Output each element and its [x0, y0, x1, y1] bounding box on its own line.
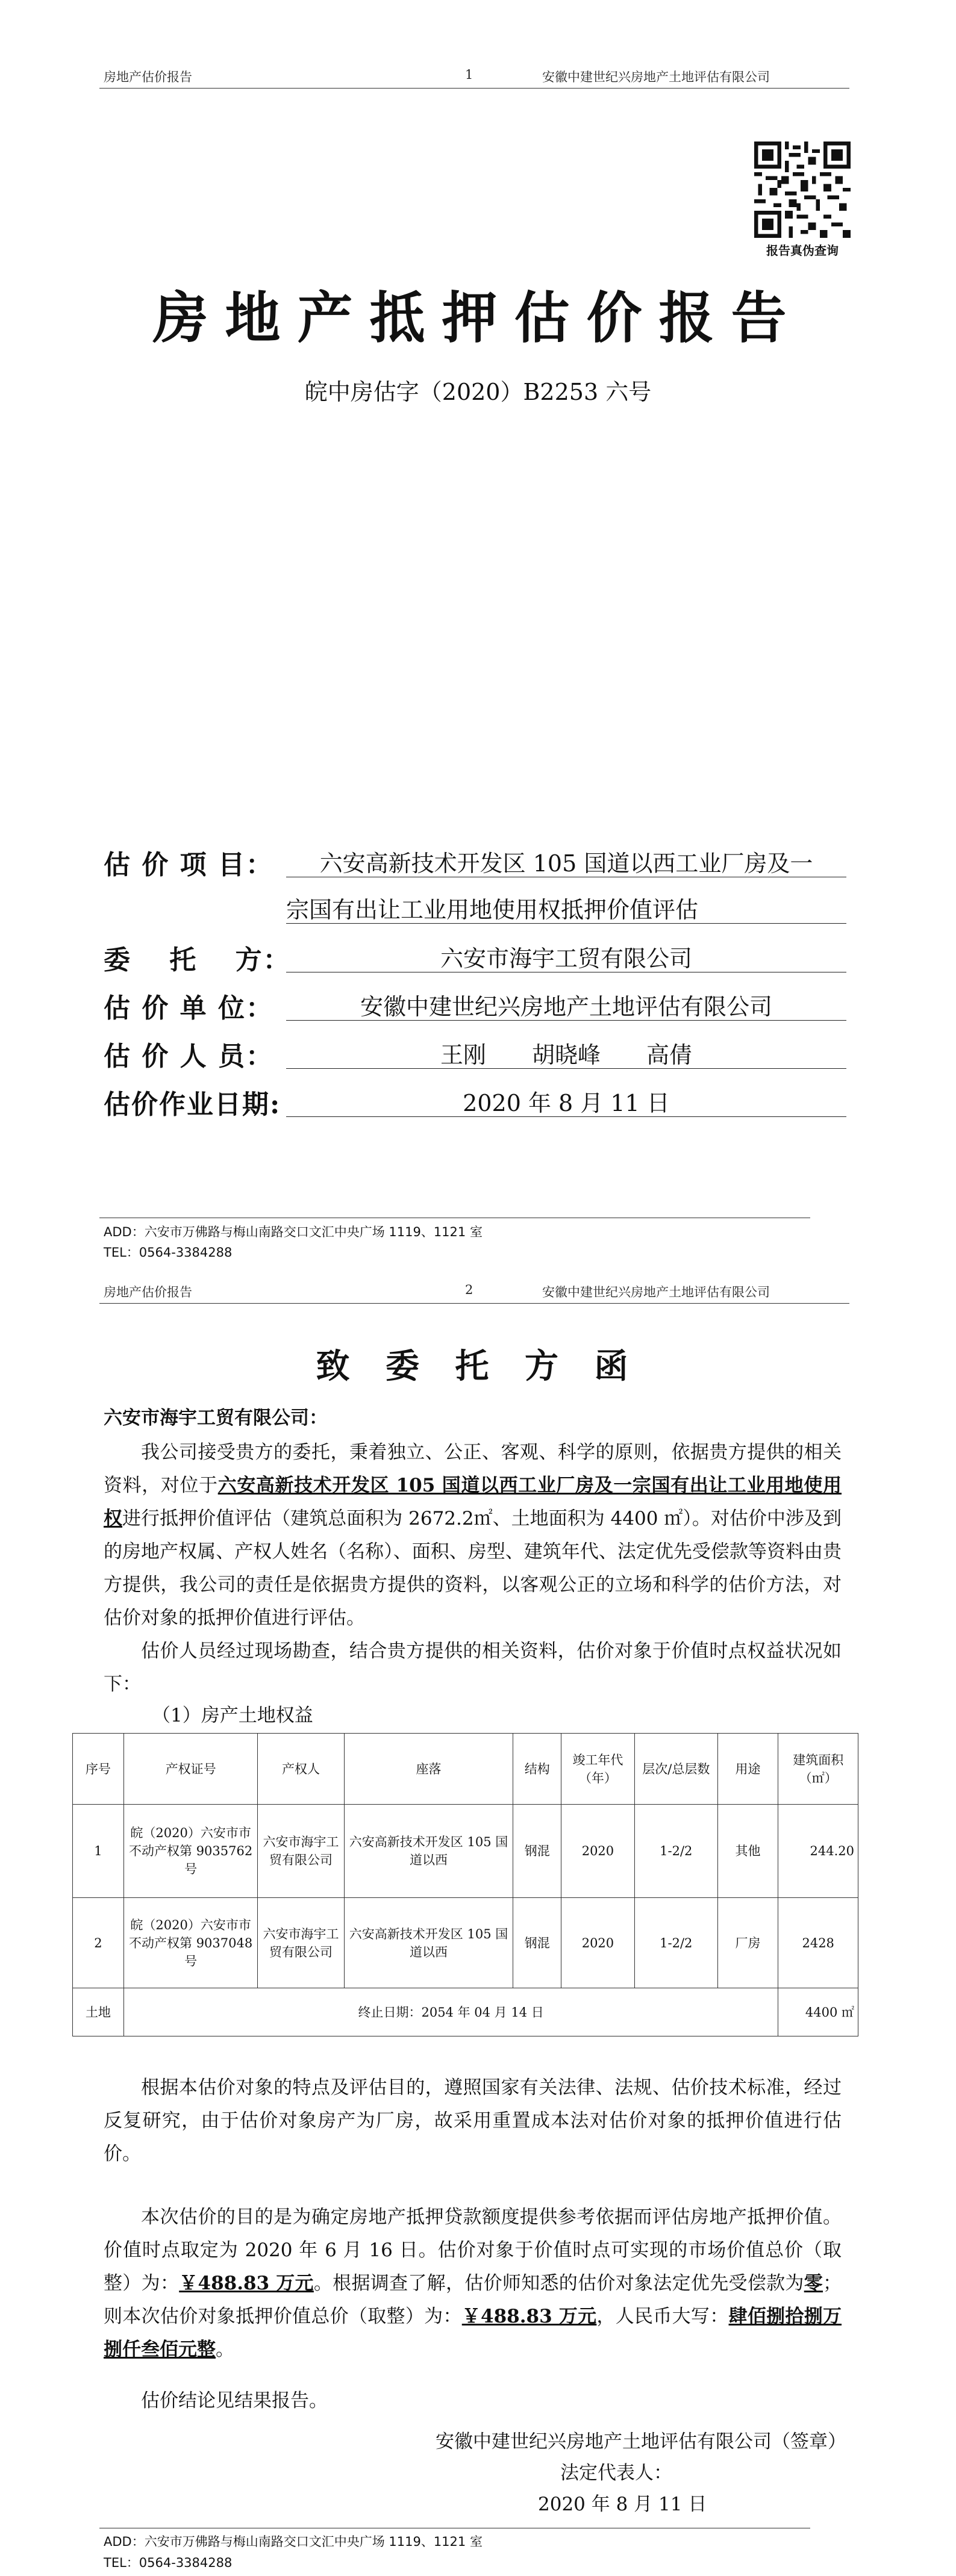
table-caption: （1）房产土地权益 [152, 1705, 313, 1726]
project-label: 估 价 项 目： [104, 850, 273, 880]
paragraph-5: 估价结论见结果报告。 [141, 2390, 328, 2412]
table-cell: 土地 [73, 1988, 124, 2036]
report-number: 皖中房估字（2020）B2253 六号 [304, 379, 652, 405]
page-header-right: 安徽中建世纪兴房地产土地评估有限公司 [542, 1285, 770, 1299]
priority-claim: 零 [804, 2273, 823, 2294]
staff-value: 王刚 胡晓峰 高倩 [440, 1042, 692, 1068]
client-label: 委 托 方： [104, 945, 291, 975]
table-cell: 1-2/2 [634, 1805, 717, 1898]
table-cell: 六安高新技术开发区 105 国道以西 [344, 1805, 513, 1898]
mortgage-value: ￥488.83 万元 [461, 2306, 597, 2327]
table-cell: 钢混 [513, 1805, 561, 1898]
footer-tel: TEL：0564-3384288 [104, 1245, 233, 1260]
table-land-row [73, 1988, 858, 2036]
table-cell: 皖（2020）六安市市不动产权第 9035762 号 [123, 1805, 258, 1898]
table-header: 竣工年代（年） [561, 1734, 634, 1805]
header-rule [99, 1303, 849, 1304]
table-cell: 皖（2020）六安市市不动产权第 9037048 号 [123, 1898, 258, 1988]
table-cell: 六安市海宇工贸有限公司 [258, 1898, 344, 1988]
table-header: 建筑面积（㎡） [778, 1734, 858, 1805]
qr-code-icon[interactable] [754, 142, 851, 238]
table-cell: 244.20 [778, 1805, 858, 1898]
underline [286, 1116, 846, 1117]
table-cell: 厂房 [717, 1898, 778, 1988]
paragraph-2: 估价人员经过现场勘查，结合贵方提供的相关资料，估价对象于价值时点权益状况如下： [104, 1640, 842, 1695]
header-rule [99, 88, 849, 89]
qr-caption: 报告真伪查询 [766, 243, 839, 258]
amount-in-words: 肆佰捌拾捌万捌仟叁佰元整 [104, 2306, 842, 2360]
table-cell: 2020 [561, 1898, 634, 1988]
table-header-row [73, 1734, 858, 1805]
table-row [73, 1805, 858, 1898]
footer-tel: TEL：0564-3384288 [104, 2556, 233, 2570]
table-header: 座落 [344, 1734, 513, 1805]
date-label: 估价作业日期: [104, 1089, 281, 1120]
table-cell: 4400 ㎡ [778, 1988, 858, 2036]
report-title: 房地产抵押估价报告 [152, 285, 804, 350]
table-cell: 其他 [717, 1805, 778, 1898]
property-name: 六安高新技术开发区 105 国道以西工业厂房及一宗国有出让工业用地使用权 [104, 1475, 842, 1529]
signature-date: 2020 年 8 月 11 日 [538, 2494, 707, 2515]
table-cell: 终止日期：2054 年 04 月 14 日 [123, 1988, 778, 2036]
unit-value: 安徽中建世纪兴房地产土地评估有限公司 [360, 994, 772, 1020]
property-rights-table [72, 1733, 858, 2036]
table-cell: 2 [73, 1898, 124, 1988]
table-row [73, 1898, 858, 1988]
table-header: 产权证号 [123, 1734, 258, 1805]
client-value: 六安市海宇工贸有限公司 [440, 945, 692, 972]
underline [286, 1068, 846, 1069]
table-cell: 1-2/2 [634, 1898, 717, 1988]
paragraph-3: 根据本估价对象的特点及评估目的，遵照国家有关法律、法规、估价技术标准，经过反复研究，由于估价对象房产为厂房，故采用重置成本法对估价对象的抵押价值进行估价。 [104, 2077, 842, 2165]
page-header-left: 房地产估价报告 [104, 1285, 192, 1299]
underline [286, 923, 846, 924]
table-cell: 1 [73, 1805, 124, 1898]
paragraph-1: 我公司接受贵方的委托，秉着独立、公正、客观、科学的原则，依据贵方提供的相关资料，对位于六安高新技术开发区 105 国道以西工业厂房及一宗国有出让工业用地使用权进行抵押价值评估（建筑总面积为 2672.2㎡、土地面积为 4400 ㎡）。对估价中涉及到的房地产权属、产权人姓名（名称）、面积、房型、建筑年代、法定优先受偿款等资料由贵方提供，我公司的责任是依据贵方提供的资料，以客观公正的立场和科学的估价方法，对估价对象的抵押价值进行评估。 [104, 1442, 842, 1629]
table-cell: 六安市海宇工贸有限公司 [258, 1805, 344, 1898]
paragraph-4: 本次估价的目的是为确定房地产抵押贷款额度提供参考依据而评估房地产抵押价值。价值时点取定为 2020 年 6 月 16 日。估价对象于价值时点可实现的市场价值总价（取整）为：￥488.83 万元。根据调查了解，估价师知悉的估价对象法定优先受偿款为零；则本次估价对象抵押价值总价（取整）为：￥488.83 万元，人民币大写：肆佰捌拾捌万捌仟叁佰元整。 [104, 2206, 842, 2360]
table-cell: 2020 [561, 1805, 634, 1898]
table-cell: 钢混 [513, 1898, 561, 1988]
page-number: 1 [465, 67, 473, 82]
signature-representative: 法定代表人： [560, 2462, 672, 2484]
table-header: 用途 [717, 1734, 778, 1805]
underline [286, 1020, 846, 1021]
date-value: 2020 年 8 月 11 日 [463, 1090, 670, 1116]
page-header-right: 安徽中建世纪兴房地产土地评估有限公司 [542, 70, 770, 84]
footer-address: ADD：六安市万佛路与梅山南路交口文汇中央广场 1119、1121 室 [104, 1225, 483, 1239]
page-number: 2 [465, 1283, 473, 1297]
table-header: 序号 [73, 1734, 124, 1805]
table-cell: 六安高新技术开发区 105 国道以西 [344, 1898, 513, 1988]
page-header-left: 房地产估价报告 [104, 70, 192, 84]
addressee: 六安市海宇工贸有限公司： [104, 1407, 328, 1429]
unit-label: 估 价 单 位： [104, 993, 273, 1024]
table-header: 产权人 [258, 1734, 344, 1805]
market-value: ￥488.83 万元 [179, 2273, 314, 2294]
table-header: 结构 [513, 1734, 561, 1805]
table-cell: 2428 [778, 1898, 858, 1988]
project-value-line1: 六安高新技术开发区 105 国道以西工业厂房及一 [319, 850, 813, 877]
signature-company: 安徽中建世纪兴房地产土地评估有限公司（签章） [436, 2431, 846, 2453]
table-header: 层次/总层数 [634, 1734, 717, 1805]
footer-address: ADD：六安市万佛路与梅山南路交口文汇中央广场 1119、1121 室 [104, 2534, 483, 2549]
letter-title: 致 委 托 方 函 [316, 1346, 640, 1386]
staff-label: 估 价 人 员： [104, 1041, 273, 1072]
project-value-line2: 宗国有出让工业用地使用权抵押价值评估 [286, 897, 699, 923]
